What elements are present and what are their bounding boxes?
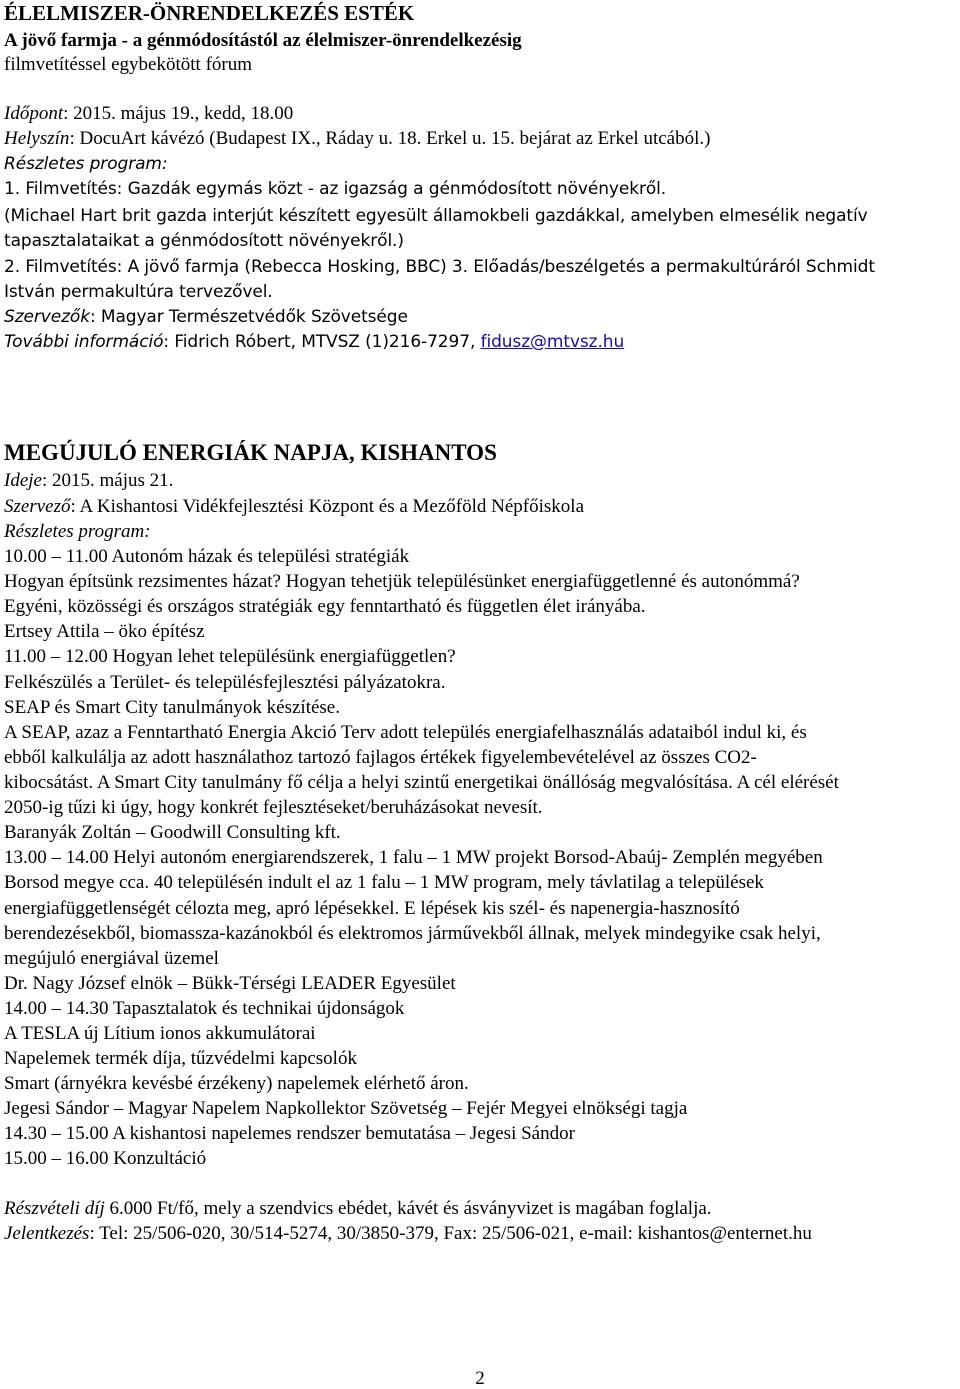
section2-program-line: Dr. Nagy József elnök – Bükk-Térségi LEADER Egyesület	[4, 973, 456, 994]
section1-organizers	[4, 306, 408, 330]
section2-program-line: Napelemek termék díja, tűzvédelmi kapcsolók	[4, 1048, 357, 1069]
section2-fee	[4, 1198, 712, 1222]
section2-program-line: 13.00 – 14.00 Helyi autonóm energiarendszerek, 1 falu – 1 MW projekt Borsod-Abaúj- Zemplén megyében	[4, 847, 823, 868]
section2-program-line: 14.30 – 15.00 A kishantosi napelemes rendszer bemutatása – Jegesi Sándor	[4, 1123, 575, 1144]
section1-date	[4, 103, 293, 127]
email-link[interactable]: fidusz@mtvsz.hu	[480, 332, 625, 352]
section2-program-label: Részletes program:	[4, 521, 151, 542]
fee-label: Részvételi díj	[4, 1198, 105, 1219]
section1-program-line: tapasztalataikat a génmódosított növényekről.)	[4, 231, 404, 251]
section2-program-line: Egyéni, közösségi és országos stratégiák egy fenntartható és független élet irányába.	[4, 596, 646, 617]
organizers-label: Szervezők	[4, 307, 90, 327]
date-label: Időpont	[4, 103, 64, 124]
section2-organizer	[4, 496, 584, 520]
section1-program-line: (Michael Hart brit gazda interjút készített egyesült államokbeli gazdákkal, amelyben elmesélik negatív	[4, 206, 868, 226]
section2-program-line: 15.00 – 16.00 Konzultáció	[4, 1148, 207, 1169]
section1-title: ÉLELMISZER-ÖNRENDELKEZÉS ESTÉK	[4, 1, 415, 25]
section2-program-line: A TESLA új Lítium ionos akkumulátorai	[4, 1023, 316, 1044]
info-label: További információ	[4, 332, 164, 352]
date-value: : 2015. május 19., kedd, 18.00	[63, 103, 294, 124]
section2-program-line: Jegesi Sándor – Magyar Napelem Napkollektor Szövetség – Fejér Megyei elnökségi tagja	[4, 1098, 688, 1119]
section2-program-line: berendezésekből, biomassza-kazánokból és elektromos járművekből állnak, melyek mindegyike csak helyi,	[4, 923, 821, 944]
venue-label: Helyszín	[4, 128, 70, 149]
section1-program-line: 2. Filmvetítés: A jövő farmja (Rebecca Hosking, BBC) 3. Előadás/beszélgetés a permakultúráról Schmidt	[4, 257, 875, 277]
section1-subtitle: A jövő farmja - a génmódosítástól az élelmiszer-önrendelkezésig	[4, 30, 522, 51]
section2-program-line: 10.00 – 11.00 Autonóm házak és települési stratégiák	[4, 546, 410, 567]
section2-program-line: Borsod megye cca. 40 településén indult el az 1 falu – 1 MW program, mely távlatilag a települések	[4, 872, 764, 893]
info-value: : Fidrich Róbert, MTVSZ (1)216-7297,	[163, 332, 481, 352]
fee-value: 6.000 Ft/fő, mely a szendvics ebédet, kávét és ásványvizet is magában foglalja.	[104, 1198, 712, 1219]
date-label: Ideje	[4, 470, 42, 491]
section2-program-line: 2050-ig tűzi ki úgy, hogy konkrét fejlesztéseket/beruházásokat nevesít.	[4, 797, 543, 818]
section1-program-label: Részletes program:	[4, 154, 168, 174]
section2-apply	[4, 1223, 812, 1247]
section2-program-line: 14.00 – 14.30 Tapasztalatok és technikai újdonságok	[4, 998, 405, 1019]
section2-program-line: A SEAP, azaz a Fenntartható Energia Akció Terv adott település energiafelhasználás adataiból indul ki, és	[4, 722, 807, 743]
section2-program-line: Felkészülés a Terület- és településfejlesztési pályázatokra.	[4, 672, 446, 693]
page-number: 2	[475, 1368, 485, 1389]
section2-program-line: energiafüggetlenségét célozta meg, apró lépésekkel. E lépések kis szél- és napenergia-hasznosító	[4, 898, 740, 919]
organizer-label: Szervező	[4, 496, 71, 517]
section2-program-line: megújuló energiával üzemel	[4, 948, 219, 969]
section1-venue	[4, 128, 710, 152]
section2-program-line: Smart (árnyékra kevésbé érzékeny) napelemek elérhető áron.	[4, 1073, 469, 1094]
section2-program-line: Hogyan építsünk rezsimentes házat? Hogyan tehetjük településünket energiafüggetlenné és autonómmá?	[4, 571, 800, 592]
venue-value: : DocuArt kávézó (Budapest IX., Ráday u. 18. Erkel u. 15. bejárat az Erkel utcából.)	[69, 128, 711, 149]
section1-program-line: István permakultúra tervezővel.	[4, 282, 273, 302]
organizers-value: : Magyar Természetvédők Szövetsége	[89, 307, 408, 327]
section1-subtitle2: filmvetítéssel egybekötött fórum	[4, 54, 253, 75]
section2-program-line: Ertsey Attila – öko építész	[4, 621, 205, 642]
section2-program-line: ebből kalkulálja az adott használathoz tartozó fajlagos értékek figyelembevételével az összes CO2-	[4, 747, 757, 768]
date-value: : 2015. május 21.	[41, 470, 174, 491]
section2-date	[4, 470, 173, 494]
organizer-value: : A Kishantosi Vidékfejlesztési Központ és a Mezőföld Népfőiskola	[70, 496, 585, 517]
section2-title: MEGÚJULÓ ENERGIÁK NAPJA, KISHANTOS	[4, 440, 497, 465]
apply-value: : Tel: 25/506-020, 30/514-5274, 30/3850-379, Fax: 25/506-021, e-mail: kishantos@enternet.hu	[89, 1223, 812, 1244]
section2-program-line: 11.00 – 12.00 Hogyan lehet településünk energiafüggetlen?	[4, 646, 456, 667]
section2-program-line: kibocsátást. A Smart City tanulmány fő célja a helyi szintű energetikai önállóság megvalósítása. A cél elérését	[4, 772, 839, 793]
apply-label: Jelentkezés	[4, 1223, 90, 1244]
section1-info	[4, 331, 624, 355]
section1-program-line: 1. Filmvetítés: Gazdák egymás közt - az igazság a génmódosított növényekről.	[4, 179, 667, 199]
section2-program-line: SEAP és Smart City tanulmányok készítése.	[4, 697, 340, 718]
section2-program-line: Baranyák Zoltán – Goodwill Consulting kft.	[4, 822, 341, 843]
